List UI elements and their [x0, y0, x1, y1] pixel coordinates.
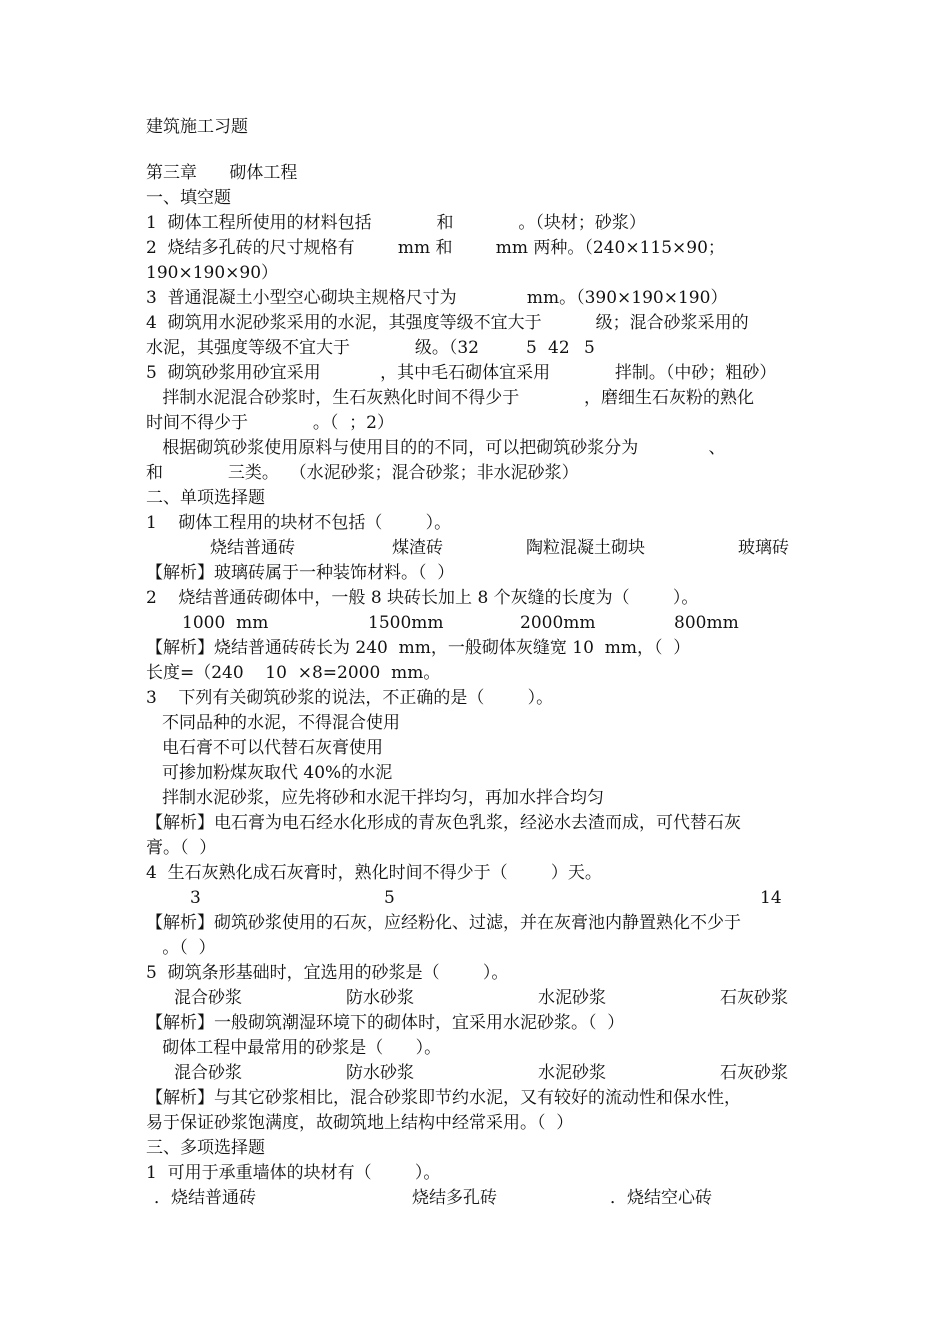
fill-line-7: 5 砌筑砂浆用砂宜采用 ，其中毛石砌体宜采用 拌制。（中砂；粗砂） [146, 363, 777, 383]
q5-option-c: 水泥砂浆 [538, 988, 606, 1008]
fill-line-6-value-c: 5 [584, 338, 595, 358]
fill-line-6-value-a: 5 [526, 338, 537, 358]
q5-option-d: 石灰砂浆 [720, 988, 788, 1008]
q6-option-d: 石灰砂浆 [720, 1063, 788, 1083]
q5-analysis: 【解析】一般砌筑潮湿环境下的砌体时，宜采用水泥砂浆。（ ） [146, 1013, 625, 1033]
q1-options [146, 537, 806, 559]
q6-options [146, 1062, 806, 1084]
fill-line-6-value-b: 42 [548, 338, 570, 358]
q1-option-a: 烧结普通砖 [210, 538, 295, 558]
section-heading-fill: 一、填空题 [146, 188, 231, 208]
q3-option-c: 可掺加粉煤灰取代 40%的水泥 [162, 763, 393, 783]
q6-analysis-continued: 易于保证砂浆饱满度，故砌筑地上结构中经常采用。（ ） [146, 1113, 574, 1133]
q2-stem: 2 烧结普通砖砌体中，一般 8 块砖长加上 8 个灰缝的长度为（ ）。 [146, 588, 699, 608]
q1-analysis: 【解析】玻璃砖属于一种装饰材料。（ ） [146, 563, 455, 583]
q2-option-a: 1000 mm [182, 613, 269, 633]
q6-stem: 砌体工程中最常用的砂浆是（ ）。 [146, 1038, 442, 1058]
q2-option-d: 800mm [674, 613, 739, 633]
fill-line-1: 1 砌体工程所使用的材料包括 和 。（块材；砂浆） [146, 213, 646, 233]
fill-line-8: 拌制水泥混合砂浆时，生石灰熟化时间不得少于 ，磨细生石灰粉的熟化 [146, 388, 755, 408]
q4-analysis-continued: 。（ ） [146, 938, 216, 958]
fill-line-11: 和 三类。 （水泥砂浆；混合砂浆；非水泥砂浆） [146, 463, 579, 483]
q2-analysis: 【解析】烧结普通砖砖长为 240 mm，一般砌体灰缝宽 10 mm，（ ） [146, 638, 691, 658]
fill-line-6-text: 水泥，其强度等级不宜大于 级。（32 [146, 338, 479, 358]
fill-line-5: 4 砌筑用水泥砂浆采用的水泥，其强度等级不宜大于 级；混合砂浆采用的 [146, 313, 749, 333]
fill-line-10: 根据砌筑砂浆使用原料与使用目的的不同，可以把砌筑砂浆分为 、 [146, 438, 726, 458]
m1-option-b: 烧结多孔砖 [412, 1188, 497, 1208]
q3-option-d: 拌制水泥砂浆，应先将砂和水泥干拌均匀，再加水拌合均匀 [162, 788, 604, 808]
fill-line-6 [146, 337, 806, 359]
q6-option-c: 水泥砂浆 [538, 1063, 606, 1083]
q6-option-b: 防水砂浆 [346, 1063, 414, 1083]
m1-options [146, 1187, 806, 1209]
q5-stem: 5 砌筑条形基础时，宜选用的砂浆是（ ）。 [146, 963, 509, 983]
q1-option-c: 陶粒混凝土砌块 [526, 538, 645, 558]
q6-option-a: 混合砂浆 [174, 1063, 242, 1083]
document-title: 建筑施工习题 [146, 117, 248, 137]
q3-analysis-continued: 膏。（ ） [146, 838, 217, 858]
q4-option-b: 5 [384, 888, 395, 908]
q4-options [146, 887, 806, 909]
fill-line-2: 2 烧结多孔砖的尺寸规格有 mm 和 mm 两种。（240×115×90； [146, 238, 725, 258]
q5-options [146, 987, 806, 1009]
m1-option-c: ．烧结空心砖 [610, 1188, 712, 1208]
q1-option-b: 煤渣砖 [392, 538, 443, 558]
fill-line-3: 190×190×90） [146, 263, 279, 283]
q2-option-c: 2000mm [520, 613, 596, 633]
q4-analysis: 【解析】砌筑砂浆使用的石灰，应经粉化、过滤，并在灰膏池内静置熟化不少于 [146, 913, 741, 933]
m1-option-a: ．烧结普通砖 [154, 1188, 256, 1208]
q4-stem: 4 生石灰熟化成石灰膏时，熟化时间不得少于（ ）天。 [146, 863, 602, 883]
chapter-heading: 第三章 砌体工程 [146, 163, 298, 183]
fill-line-4: 3 普通混凝土小型空心砌块主规格尺寸为 mm。（390×190×190） [146, 288, 728, 308]
q2-options [146, 612, 806, 634]
q1-option-d: 玻璃砖 [738, 538, 789, 558]
section-heading-single-choice: 二、单项选择题 [146, 488, 265, 508]
q6-analysis: 【解析】与其它砂浆相比，混合砂浆即节约水泥，又有较好的流动性和保水性， [146, 1088, 741, 1108]
m1-stem: 1 可用于承重墙体的块材有（ ）。 [146, 1163, 441, 1183]
q1-stem: 1 砌体工程用的块材不包括（ ）。 [146, 513, 452, 533]
q4-option-a: 3 [190, 888, 201, 908]
q5-option-b: 防水砂浆 [346, 988, 414, 1008]
q5-option-a: 混合砂浆 [174, 988, 242, 1008]
q3-option-b: 电石膏不可以代替石灰膏使用 [162, 738, 383, 758]
q3-analysis: 【解析】电石膏为电石经水化形成的青灰色乳浆，经泌水去渣而成，可代替石灰 [146, 813, 741, 833]
q3-stem: 3 下列有关砌筑砂浆的说法，不正确的是（ ）。 [146, 688, 554, 708]
q2-analysis-continued: 长度=（240 10 ×8=2000 mm。 [146, 663, 441, 683]
fill-line-9: 时间不得少于 。（ ；2） [146, 413, 394, 433]
q3-option-a: 不同品种的水泥，不得混合使用 [162, 713, 400, 733]
section-heading-multiple-choice: 三、多项选择题 [146, 1138, 265, 1158]
q4-option-c: 14 [760, 888, 782, 908]
q2-option-b: 1500mm [368, 613, 444, 633]
